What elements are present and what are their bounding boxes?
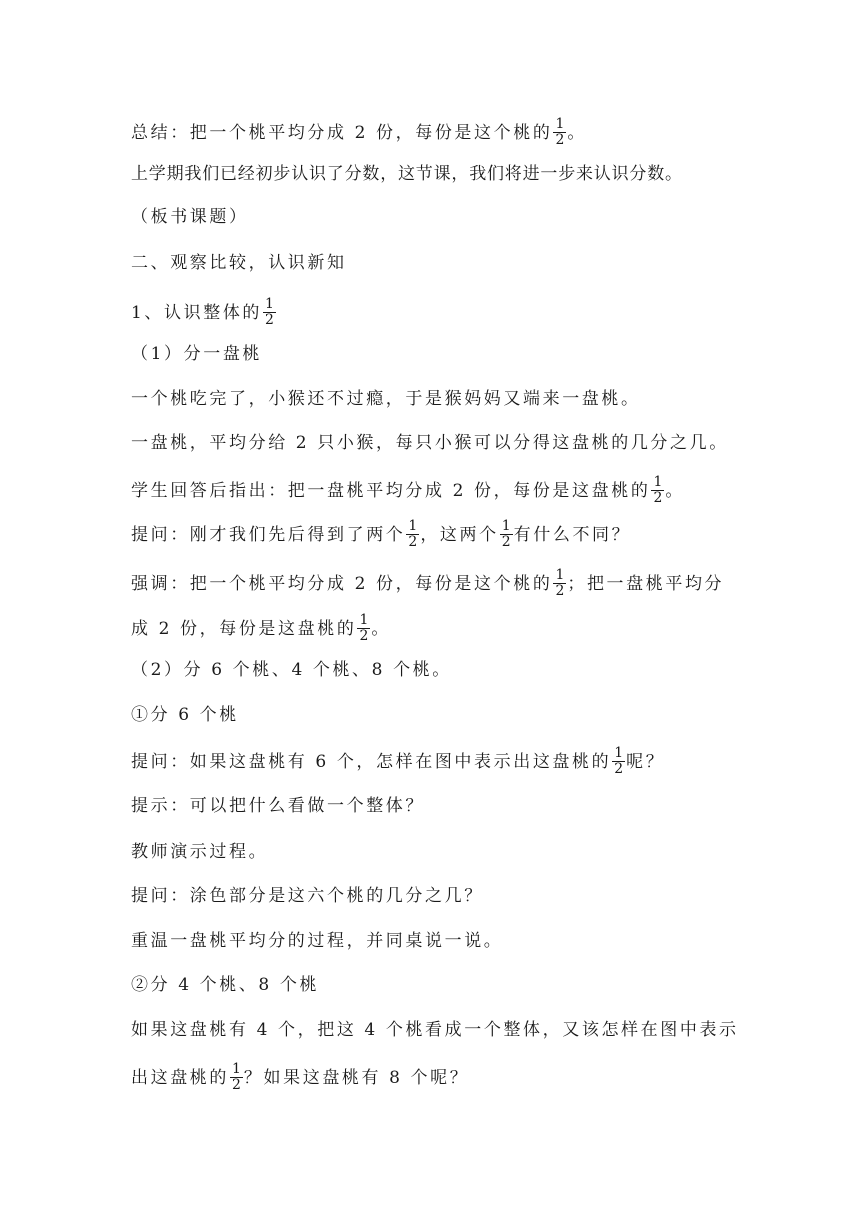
fraction-denominator: 2 [408,534,418,550]
text-segment: 重温一盘桃平均分的过程，并同桌说一说。 [131,931,504,951]
text-segment: ？如果这盘桃有 8 个呢？ [243,1068,470,1088]
fraction-denominator: 2 [265,312,274,328]
hint-line [131,795,741,817]
fraction-one-half [406,519,419,550]
text-segment: 。 [665,481,685,501]
substep-heading [131,974,741,996]
text-segment: 学生回答后指出：把一盘桃平均分成 2 份，每份是这盘桃的 [131,481,651,501]
text-segment: ①分 6 个桃 [131,705,239,725]
fraction-one-half [357,613,370,644]
fraction-denominator: 2 [653,490,663,506]
fraction-denominator: 2 [555,132,565,148]
text-segment: 一个桃吃完了，小猴还不过瘾，于是猴妈妈又端来一盘桃。 [131,389,641,409]
text-segment: 。 [567,123,587,143]
emphasis-line-cont [131,614,741,645]
question-line [131,520,741,551]
text-segment: 提问：如果这盘桃有 6 个，怎样在图中表示出这盘桃的 [131,752,612,772]
step-heading [131,659,741,681]
text-segment: 一盘桃，平均分给 2 只小猴，每只小猴可以分得这盘桃的几分之几。 [131,433,729,453]
text-segment: 。 [371,619,391,639]
paragraph-line [131,841,741,863]
text-segment: 呢？ [626,752,666,772]
fraction-numerator: 1 [555,116,565,132]
question-line [131,885,741,907]
text-segment: 强调：把一个桃平均分成 2 份，每份是这个桃的 [131,574,553,594]
text-segment: （2）分 6 个桃、4 个桃、8 个桃。 [131,660,452,680]
text-segment: ；把一盘桃平均分 [567,574,725,594]
emphasis-line [131,569,741,600]
text-segment: 提问：刚才我们先后得到了两个 [131,525,406,545]
section-heading [131,252,741,274]
paragraph-line [131,388,741,410]
board-title-note [131,206,741,228]
fraction-one-half [612,746,625,777]
text-segment: 总结：把一个桃平均分成 2 份，每份是这个桃的 [131,123,553,143]
text-segment: （1）分一盘桃 [131,344,263,364]
paragraph-line [131,1019,741,1041]
fraction-one-half [500,519,513,550]
fraction-denominator: 2 [359,628,369,644]
subsection-heading [131,298,741,329]
fraction-numerator: 1 [359,612,369,628]
text-segment: 上学期我们已经初步认识了分数，这节课，我们将进一步来认识分数。 [131,164,683,184]
text-segment: 教师演示过程。 [131,842,269,862]
text-segment: 成 2 份，每份是这盘桃的 [131,619,357,639]
paragraph-line [131,476,741,507]
fraction-denominator: 2 [232,1077,241,1093]
text-segment: 二、观察比较，认识新知 [131,253,347,273]
paragraph-line [131,930,741,952]
fraction-numerator: 1 [232,1061,241,1077]
fraction-numerator: 1 [614,745,624,761]
text-segment: 提问：涂色部分是这六个桃的几分之几？ [131,886,484,906]
text-segment: 1、认识整体的 [131,303,263,323]
fraction-one-half [230,1062,243,1093]
substep-heading [131,704,741,726]
fraction-one-half [553,568,566,599]
fraction-denominator: 2 [501,534,511,550]
text-segment: 出这盘桃的 [131,1068,229,1088]
text-segment: 如果这盘桃有 4 个，把这 4 个桃看成一个整体，又该怎样在图中表示 [131,1020,739,1040]
intro-line [131,163,741,185]
summary-line [131,118,741,149]
fraction-denominator: 2 [614,761,624,777]
step-heading [131,343,741,365]
fraction-denominator: 2 [555,583,565,599]
text-segment: （板书课题） [131,207,249,227]
fraction-numerator: 1 [555,567,565,583]
paragraph-line [131,432,741,454]
fraction-numerator: 1 [653,474,663,490]
fraction-numerator: 1 [265,296,274,312]
text-segment: 有什么不同？ [513,525,632,545]
fraction-one-half [651,475,664,506]
fraction-one-half [553,117,566,148]
fraction-one-half [263,297,276,328]
text-segment: ，这两个 [420,525,499,545]
text-segment: ②分 4 个桃、8 个桃 [131,975,320,995]
paragraph-line-cont [131,1063,741,1094]
text-segment: 提示：可以把什么看做一个整体？ [131,796,425,816]
fraction-numerator: 1 [501,518,511,534]
fraction-numerator: 1 [408,518,418,534]
question-line [131,747,741,778]
